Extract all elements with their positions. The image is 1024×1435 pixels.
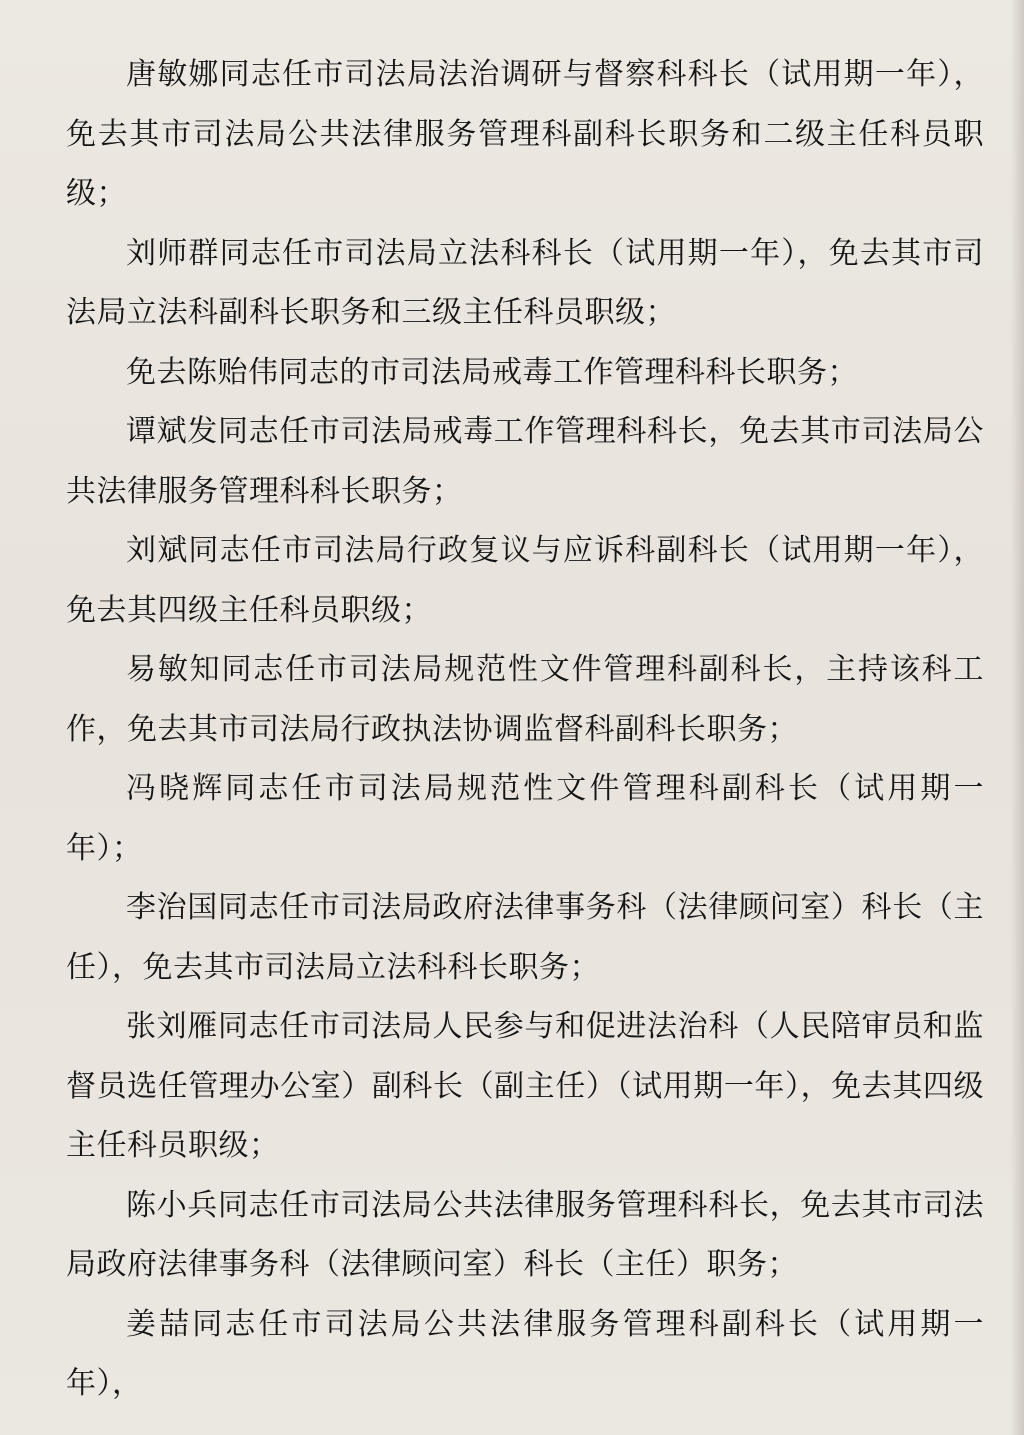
appointment-paragraph-11: 姜喆同志任市司法局公共法律服务管理科副科长（试用期一年）， [66,1306,984,1401]
appointment-paragraph-4: 谭斌发同志任市司法局戒毒工作管理科科长，免去其市司法局公共法律服务管理科科长职务； [66,414,984,509]
appointment-paragraph-8: 李治国同志任市司法局政府法律事务科（法律顾问室）科长（主任），免去其市司法局立法科科长职务； [66,890,984,985]
document-body [66,45,984,1414]
page-edge-shadow [1010,0,1024,1435]
appointment-paragraph-10: 陈小兵同志任市司法局公共法律服务管理科科长，免去其市司法局政府法律事务科（法律顾问室）科长（主任）职务； [66,1187,984,1282]
appointment-paragraph-7: 冯晓辉同志任市司法局规范性文件管理科副科长（试用期一年）； [66,771,984,866]
appointment-paragraph-5: 刘斌同志任市司法局行政复议与应诉科副科长（试用期一年），免去其四级主任科员职级； [66,533,984,628]
appointment-paragraph-6: 易敏知同志任市司法局规范性文件管理科副科长，主持该科工作，免去其市司法局行政执法协调监督科副科长职务； [66,652,984,747]
appointment-paragraph-2: 刘师群同志任市司法局立法科科长（试用期一年），免去其市司法局立法科副科长职务和三级主任科员职级； [66,235,984,330]
appointment-paragraph-1: 唐敏娜同志任市司法局法治调研与督察科科长（试用期一年），免去其市司法局公共法律服务管理科副科长职务和二级主任科员职级； [66,57,984,211]
appointment-paragraph-3: 免去陈贻伟同志的市司法局戒毒工作管理科科长职务； [126,354,858,390]
appointment-paragraph-9: 张刘雁同志任市司法局人民参与和促进法治科（人民陪审员和监督员选任管理办公室）副科长（副主任）（试用期一年），免去其四级主任科员职级； [66,1009,984,1163]
